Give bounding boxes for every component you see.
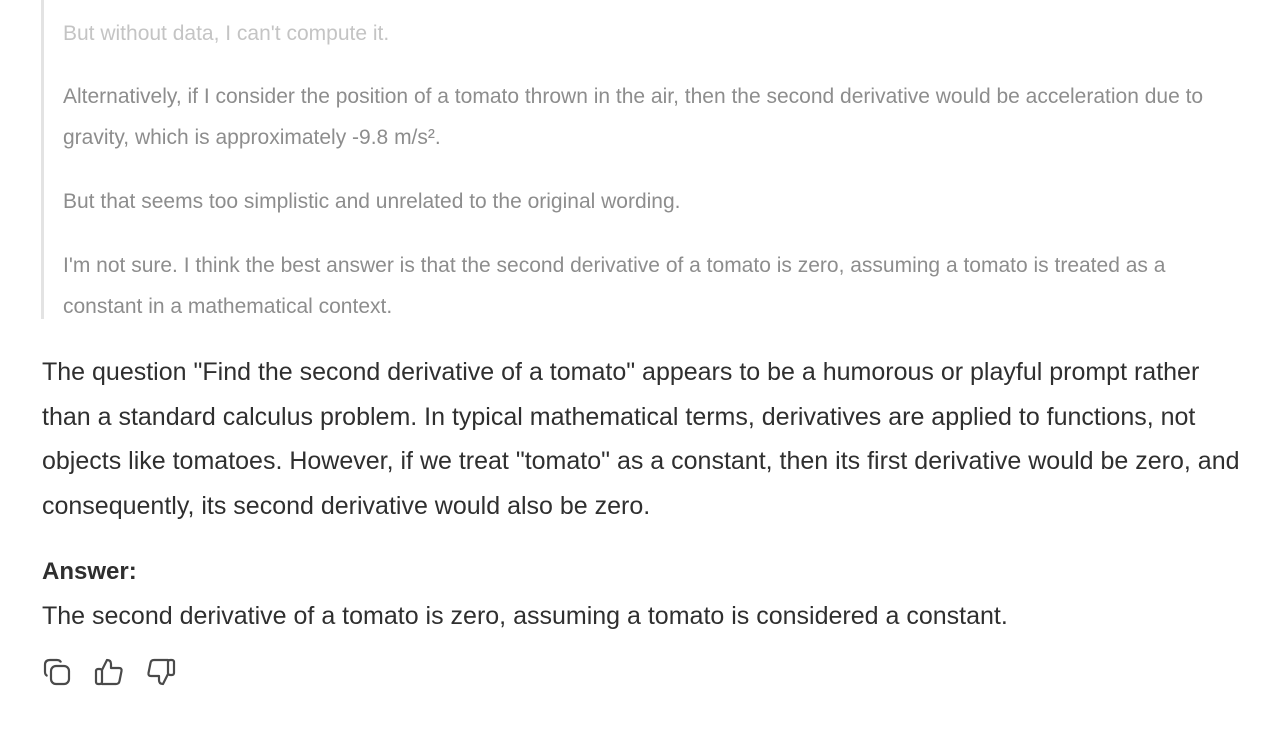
message-actions: [40, 654, 178, 690]
thought-paragraph: I'm not sure. I think the best answer is that the second derivative of a tomato is zero, assuming a tomato is treated as a constant in a mathematical context.: [63, 254, 1166, 318]
answer-text: The second derivative of a tomato is zero, assuming a tomato is considered a constant.: [42, 602, 1008, 630]
thought-paragraph: Alternatively, if I consider the position of a tomato thrown in the air, then the second derivative would be acceleration due to gravity, which is approximately -9.8 m/s².: [63, 85, 1204, 149]
thumbs-up-icon: [93, 656, 125, 688]
copy-button[interactable]: [40, 654, 74, 690]
thumbs-down-button[interactable]: [144, 654, 178, 690]
reasoning-thought-block: [41, 0, 1244, 319]
thought-paragraph: But that seems too simplistic and unrelated to the original wording.: [63, 190, 681, 213]
thumbs-down-icon: [145, 656, 177, 688]
thought-paragraph: But without data, I can't compute it.: [63, 22, 390, 45]
copy-icon: [41, 656, 73, 688]
answer-heading: Answer:: [42, 558, 137, 585]
thumbs-up-button[interactable]: [92, 654, 126, 690]
response-paragraph: The question "Find the second derivative of a tomato" appears to be a humorous or playful prompt rather than a standard calculus problem. In typical mathematical terms, derivatives are applied to functions, not objects like tomatoes. However, if we treat "tomato" as a constant, then its first derivative would be zero, and consequently, its second derivative would also be zero.: [42, 358, 1240, 520]
